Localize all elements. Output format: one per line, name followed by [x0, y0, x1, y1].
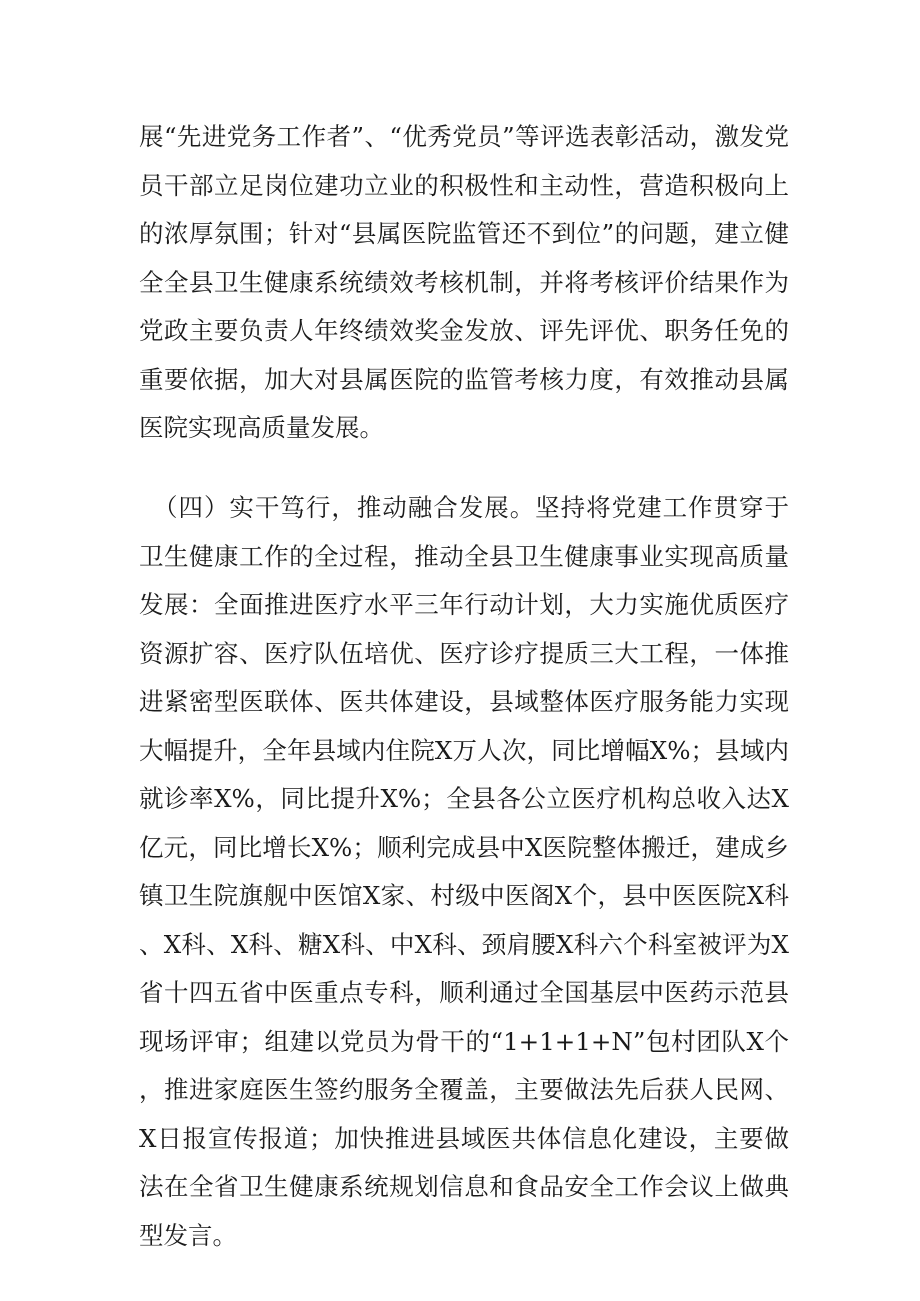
body-paragraph-2: （四）实干笃行，推动融合发展。坚持将党建工作贯穿于卫生健康工作的全过程，推动全县卫生健康事业实现高质量发展：全面推进医疗水平三年行动计划，大力实施优质医疗资源扩容、医疗队伍培优、医疗诊疗提质三大工程，一体推进紧密型医联体、医共体建设，县域整体医疗服务能力实现大幅提升，全年县域内住院X万人次，同比增幅X%；县域内就诊率X%，同比提升X%；全县各公立医疗机构总收入达X亿元，同比增长X%；顺利完成县中X医院整体搬迁，建成乡镇卫生院旗舰中医馆X家、村级中医阁X个，县中医医院X科、X科、X科、糖X科、中X科、颈肩腰X科六个科室被评为X省十四五省中医重点专科，顺利通过全国基层中医药示范县现场评审；组建以党员为骨干的“1+1+1+N”包村团队X个，推进家庭医生签约服务全覆盖，主要做法先后获人民网、X日报宣传报道；加快推进县域医共体信息化建设，主要做法在全省卫生健康系统规划信息和食品安全工作会议上做典型发言。: [139, 493, 789, 1250]
body-paragraph-1: 展“先进党务工作者”、“优秀党员”等评选表彰活动，激发党员干部立足岗位建功立业的积极性和主动性，营造积极向上的浓厚氛围；针对“县属医院监管还不到位”的问题，建立健全全县卫生健康系统绩效考核机制，并将考核评价结果作为党政主要负责人年终绩效奖金发放、评先评优、职务任免的重要依据，加大对县属医院的监管考核力度，有效推动县属医院实现高质量发展。: [139, 122, 789, 442]
